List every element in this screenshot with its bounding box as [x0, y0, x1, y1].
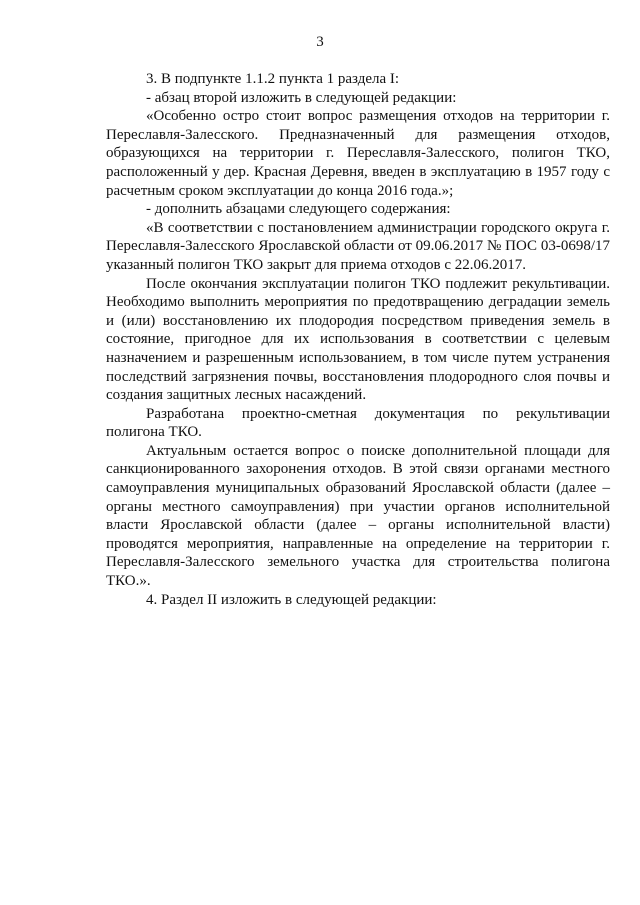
paragraph-instruction-add-abzacs: - дополнить абзацами следующего содержания:	[146, 201, 451, 218]
page-number: 3	[316, 34, 324, 50]
paragraph-quoted-resolution: «В соответствии с постановлением администрации городского округа г. Переславля-Залесского Ярославской области от 09.06.2017 № ПОС 03-0698/17 указанный полигон ТКО закрыт для приема отходов с 22.06.2017.	[106, 219, 610, 273]
document-body	[106, 70, 610, 609]
paragraph-amendment-4: 4. Раздел II изложить в следующей редакции:	[146, 591, 437, 608]
paragraph-recultivation: После окончания эксплуатации полигон ТКО подлежит рекультивации. Необходимо выполнить мероприятия по предотвращению деградации земель и (или) восстановлению их плодородия посредством приведения земель в состояние, пригодное для их использования в соответствии с целевым назначением и разрешенным использованием, в том числе путем устранения последствий загрязнения почвы, восстановления плодородного слоя почвы и создания защитных лесных насаждений.	[106, 275, 610, 404]
paragraph-project-documentation: Разработана проектно-сметная документация по рекультивации полигона ТКО.	[106, 405, 610, 441]
paragraph-amendment-3: 3. В подпункте 1.1.2 пункта 1 раздела I:	[146, 71, 400, 87]
paragraph-quoted-waste-placement: «Особенно остро стоит вопрос размещения отходов на территории г. Переславля-Залесского. Предназначенный для размещения отходов, образующихся на территории г. Переславля-Залесского, полигон ТКО, расположенный у дер. Красная Деревня, введен в эксплуатацию в 1957 году с расчетным сроком эксплуатации до конца 2016 года.»;	[106, 108, 610, 199]
paragraph-instruction-second-abzac: - абзац второй изложить в следующей редакции:	[146, 89, 457, 106]
paragraph-additional-area: Актуальным остается вопрос о поиске дополнительной площади для санкционированного захоронения отходов. В этой связи органами местного самоуправления муниципальных образований Ярославской области (далее – органы местного самоуправления) при участии органов исполнительной власти Ярославской области (далее – органы исполнительной власти) проводятся мероприятия, направленные на определение на территории г. Переславля-Залесского земельного участка для строительства полигона ТКО.».	[106, 442, 610, 590]
